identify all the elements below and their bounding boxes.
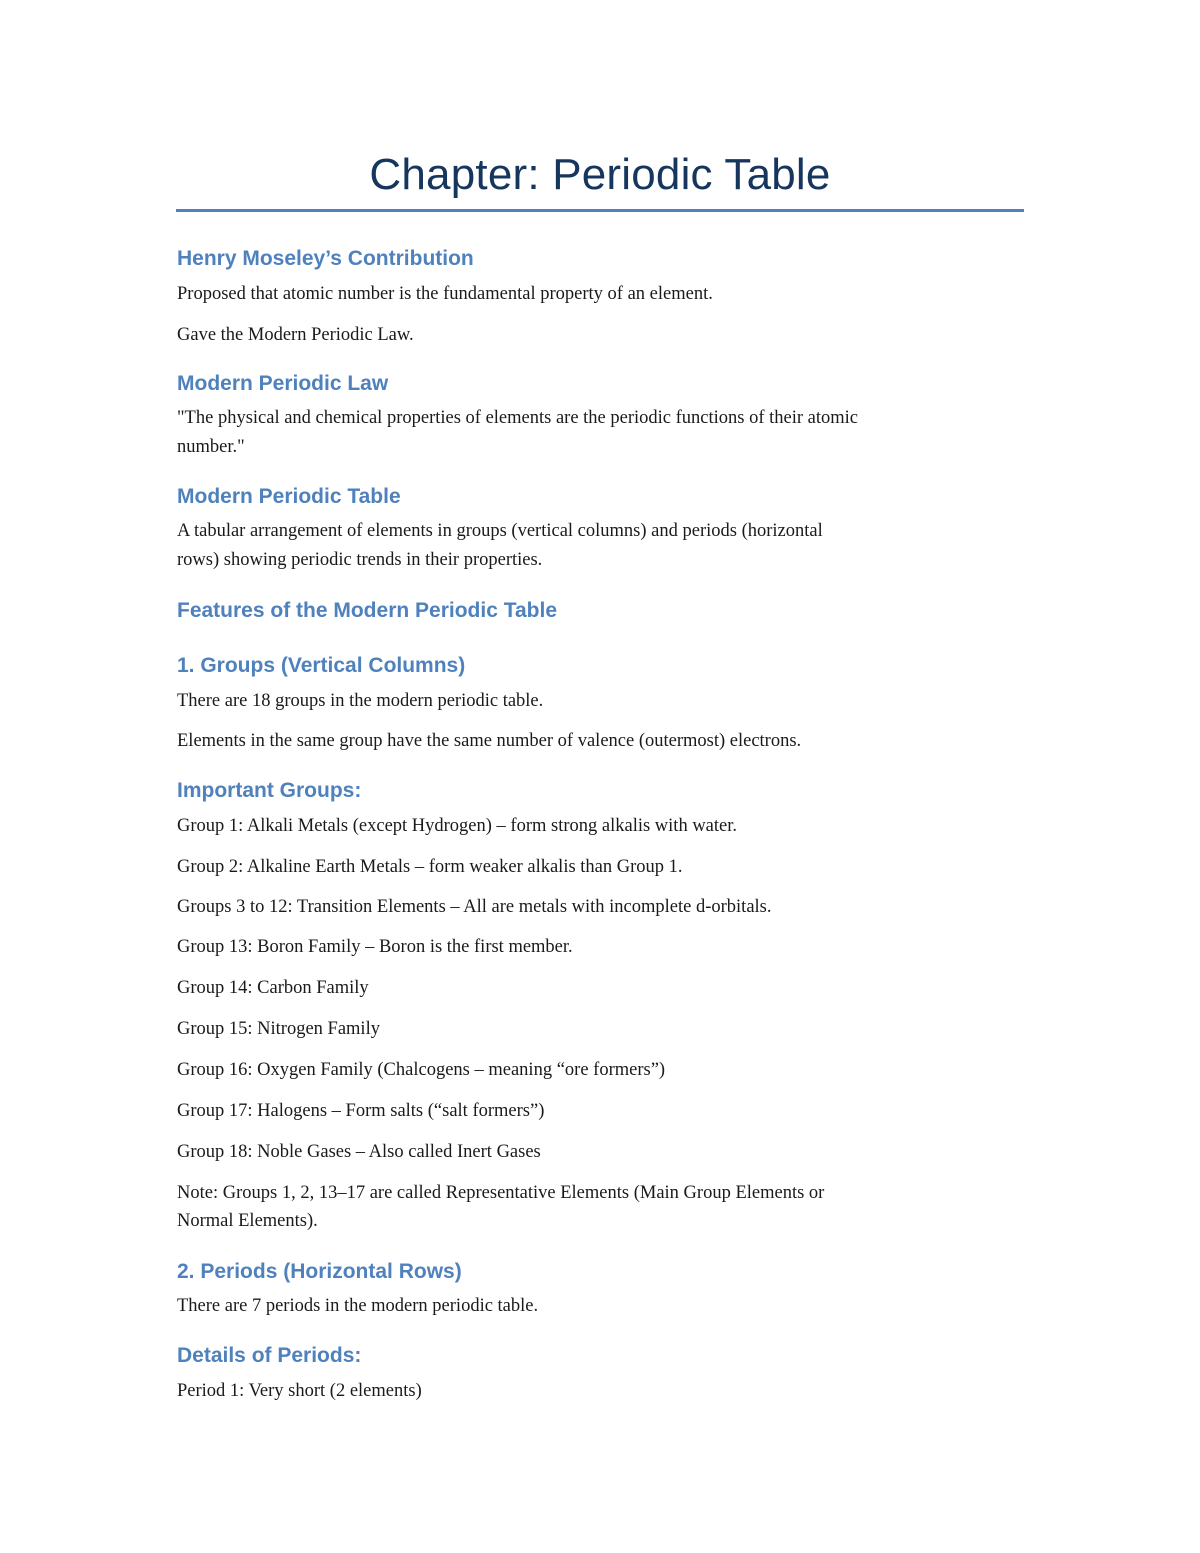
page-title: Chapter: Periodic Table [369,150,831,199]
moseley-paragraph-2: Gave the Modern Periodic Law. [177,325,414,345]
moseley-heading: Henry Moseley’s Contribution [177,247,474,270]
moseley-paragraph-1: Proposed that atomic number is the fundamental property of an element. [177,284,713,304]
periodic-law-heading: Modern Periodic Law [177,372,389,395]
period-details-heading: Details of Periods: [177,1344,362,1367]
periodic-law-text-line-1: "The physical and chemical properties of elements are the periodic functions of their atomic [177,408,859,428]
group-list-item: Group 16: Oxygen Family (Chalcogens – meaning “ore formers”) [177,1060,666,1080]
important-groups-heading: Important Groups: [177,779,362,802]
groups-heading: 1. Groups (Vertical Columns) [177,654,466,677]
groups-paragraph-1: There are 18 groups in the modern periodic table. [177,691,544,711]
periods-heading: 2. Periods (Horizontal Rows) [177,1260,462,1283]
group-list-item: Group 14: Carbon Family [177,978,369,998]
title-underline-divider [176,209,1024,212]
group-list-item: Group 18: Noble Gases – Also called Inert Gases [177,1142,541,1162]
periods-paragraph-1: There are 7 periods in the modern periodic table. [177,1296,539,1316]
group-list-item: Groups 3 to 12: Transition Elements – All are metals with incomplete d-orbitals. [177,897,772,917]
groups-paragraph-2: Elements in the same group have the same number of valence (outermost) electrons. [177,731,802,751]
periodic-table-text-line-2: rows) showing periodic trends in their properties. [177,550,543,570]
group-list-item: Group 17: Halogens – Form salts (“salt formers”) [177,1101,545,1121]
groups-note-line-2: Normal Elements). [177,1211,318,1231]
periodic-table-text-line-1: A tabular arrangement of elements in groups (vertical columns) and periods (horizontal [177,521,823,541]
period-list-item: Period 1: Very short (2 elements) [177,1381,422,1401]
group-list-item: Group 2: Alkaline Earth Metals – form weaker alkalis than Group 1. [177,857,683,877]
group-list-item: Group 15: Nitrogen Family [177,1019,380,1039]
groups-note-line-1: Note: Groups 1, 2, 13–17 are called Representative Elements (Main Group Elements or [177,1183,825,1203]
group-list-item: Group 13: Boron Family – Boron is the first member. [177,937,573,957]
periodic-law-text-line-2: number." [177,437,245,457]
periodic-table-heading: Modern Periodic Table [177,485,401,508]
group-list-item: Group 1: Alkali Metals (except Hydrogen) – form strong alkalis with water. [177,816,738,836]
features-heading: Features of the Modern Periodic Table [177,599,558,622]
